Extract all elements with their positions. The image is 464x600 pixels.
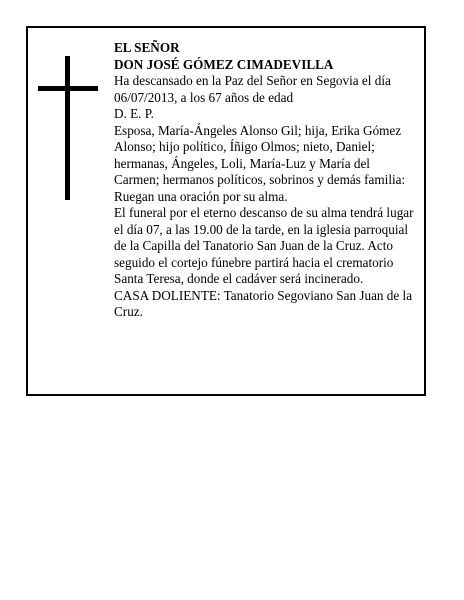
cross-icon <box>38 56 100 200</box>
rip-line: D. E. P. <box>114 106 154 121</box>
family-list: Esposa, María-Ángeles Alonso Gil; hija, Erika Gómez Alonso; hijo político, Íñigo Olmos; nieto, Daniel; hermanas, Ángeles, Loli, María-Luz y María del Carmen; hermanos políticos, sobrinos y demás familia: <box>114 122 406 187</box>
cross-horizontal-bar <box>38 86 98 91</box>
death-announcement: Ha descansado en la Paz del Señor en Segovia el día 06/07/2013, a los 67 años de edad <box>114 73 391 105</box>
deceased-name: DON JOSÉ GÓMEZ CIMADEVILLA <box>114 56 334 72</box>
mourning-house: CASA DOLIENTE: Tanatorio Segoviano San Juan de la Cruz. <box>114 287 413 319</box>
obituary-text <box>114 40 416 321</box>
funeral-details: El funeral por el eterno descanso de su alma tendrá lugar el día 07, a las 19.00 de la tarde, en la iglesia parroquial de la Capilla del Tanatorio San Juan de la Cruz. Acto seguido el cortejo fúnebre partirá hacia el crematorio Santa Teresa, donde el cadáver será incinerado. <box>114 205 414 286</box>
prayer-request: Ruegan una oración por su alma. <box>114 188 288 204</box>
cross-vertical-bar <box>65 56 70 200</box>
heading-title: EL SEÑOR <box>114 40 180 55</box>
obituary-frame <box>26 26 426 396</box>
